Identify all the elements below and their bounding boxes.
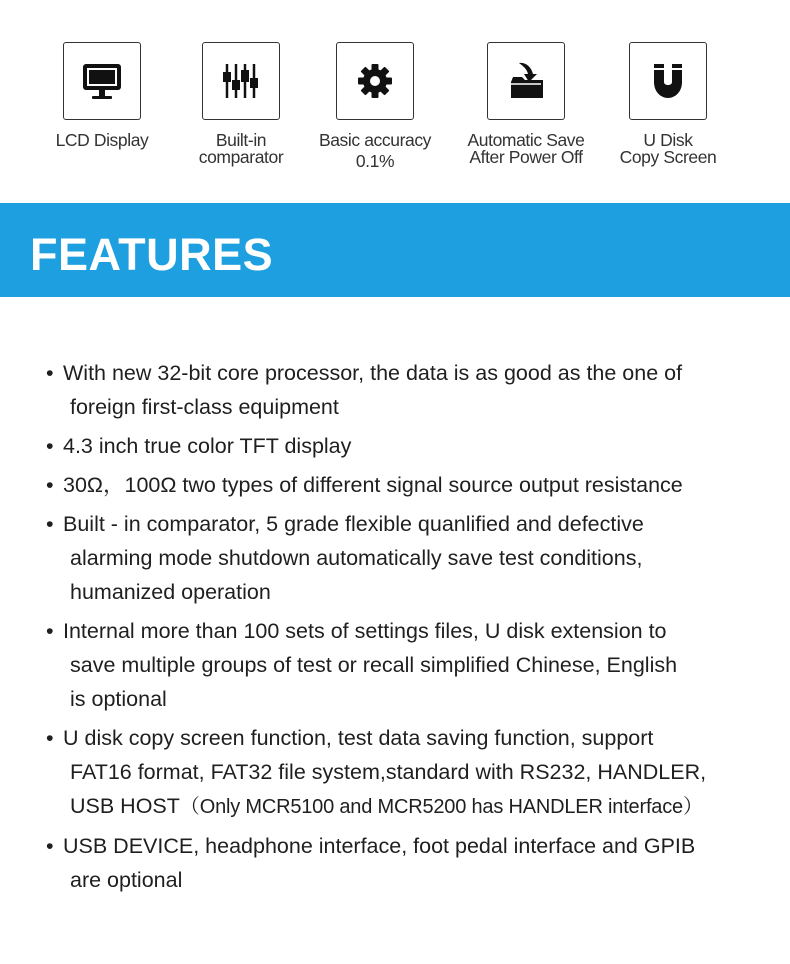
- list-item: • U disk copy screen function, test data saving function, support FAT16 format, FAT32 file system,standard with RS232, HANDLER, USB HOST（Only MCR5100 and MCR5200 has HANDLER interface）: [46, 721, 766, 824]
- list-item: • USB DEVICE, headphone interface, foot pedal interface and GPIB are optional: [46, 829, 766, 897]
- u-disk-label: U Disk Copy Screen: [619, 130, 717, 167]
- features-title: FEATURES: [30, 229, 274, 280]
- feature-lcd-display: [32, 42, 172, 149]
- auto-save-label: Automatic Save After Power Off: [467, 130, 585, 167]
- comparator-icon-box: [202, 42, 280, 120]
- accuracy-label: Basic accuracy 0.1%: [318, 130, 432, 171]
- feature-icons-row: [0, 0, 790, 203]
- auto-save-icon-box: [487, 42, 565, 120]
- list-item: • Internal more than 100 sets of settings files, U disk extension to save multiple groups of test or recall simplified Chinese, English is optional: [46, 614, 766, 716]
- monitor-icon: [79, 58, 125, 104]
- feature-basic-accuracy: [305, 42, 445, 170]
- list-item: • 30Ω，100Ω two types of different signal source output resistance: [46, 468, 766, 502]
- bullet-dot: •: [46, 834, 54, 858]
- features-banner: [0, 203, 790, 297]
- bullet-dot: •: [46, 726, 54, 750]
- feature-automatic-save: [456, 42, 596, 166]
- accuracy-icon-box: [336, 42, 414, 120]
- gear-icon: [352, 58, 398, 104]
- list-item: • With new 32-bit core processor, the data is as good as the one of foreign first-class equipment: [46, 356, 766, 424]
- lcd-display-label: LCD Display: [55, 130, 149, 150]
- u-disk-icon-box: [629, 42, 707, 120]
- u-disk-icon: [645, 58, 691, 104]
- feature-u-disk-copy-screen: [598, 42, 738, 166]
- bullet-dot: •: [46, 434, 54, 458]
- feature-built-in-comparator: [171, 42, 311, 166]
- folder-save-icon: [503, 58, 549, 104]
- list-item: • Built - in comparator, 5 grade flexible quanlified and defective alarming mode shutdown automatically save test conditions, humanized operation: [46, 507, 766, 609]
- bullet-dot: •: [46, 361, 54, 385]
- comparator-label: Built-in comparator: [198, 130, 284, 167]
- lcd-icon-box: [63, 42, 141, 120]
- list-item: • 4.3 inch true color TFT display: [46, 429, 766, 463]
- bullet-dot: •: [46, 512, 54, 536]
- bullet-dot: •: [46, 619, 54, 643]
- bullet-dot: •: [46, 473, 54, 497]
- sliders-icon: [218, 58, 264, 104]
- handler-note: （Only MCR5100 and MCR5200 has HANDLER interface）: [179, 796, 703, 818]
- features-list: [46, 356, 766, 902]
